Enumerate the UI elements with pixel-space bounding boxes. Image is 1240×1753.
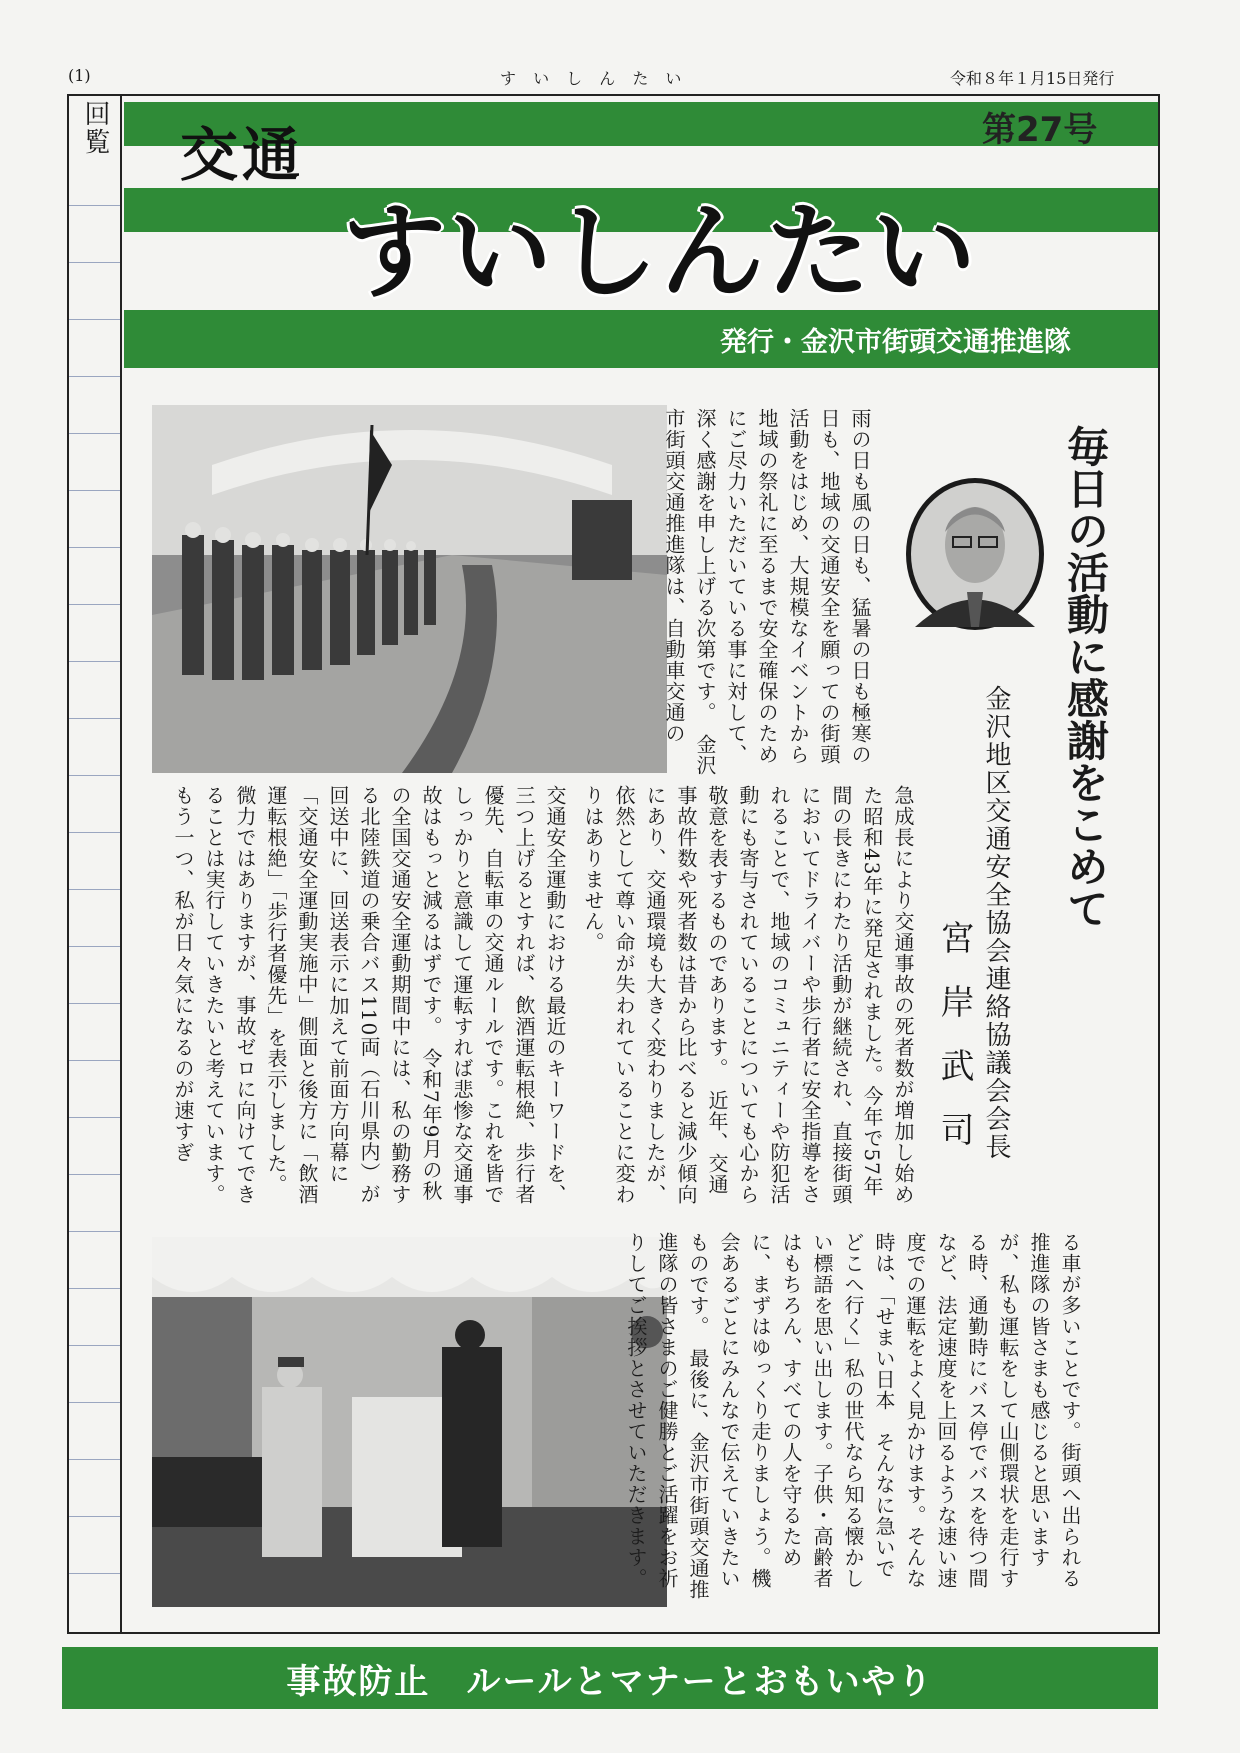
ceremony-photo xyxy=(152,405,667,773)
signature-line xyxy=(69,547,120,548)
signature-line xyxy=(69,832,120,833)
author-portrait xyxy=(905,477,1045,632)
author-title: 金沢地区交通安全協会連絡協議会会長 xyxy=(981,685,1011,1161)
signature-line xyxy=(69,1516,120,1517)
page-number: (1) xyxy=(68,66,91,85)
title-large: すいしんたい xyxy=(342,190,979,313)
circulation-label: 回覧 xyxy=(80,100,110,156)
title-small: 交通 xyxy=(180,121,305,189)
signature-line xyxy=(69,433,120,434)
signature-line xyxy=(69,1345,120,1346)
article-text-block: る車が多いことです。街頭へ出られる推進隊の皆さまも感じると思いますが、私も運転をして山側環状を走行する時、通勤時にバス停でバスを待つ間など、法定速度を上回るような速い速度での運転をよく見かけます。そんな時は、「せまい日本 そんなに急いで どこへ行く」私の世代なら知る懐かしい標語を思い出します。子供・高齢者はもちろん、すべての人を守るために、まずはゆっくり走りましょう。機会あるごとにみんなで伝えていきたいものです。 最後に、金沢市街頭交通推進隊の皆さまのご健勝とご活躍をお祈りしてご挨拶とさせていただきます。 xyxy=(624,1232,1082,1600)
signature-line xyxy=(69,1288,120,1289)
signature-line xyxy=(69,205,120,206)
award-ceremony-photo xyxy=(152,1237,667,1607)
author-portrait-image xyxy=(905,477,1045,632)
signature-line xyxy=(69,889,120,890)
article-text-block: 急成長により交通事故の死者数が増加し始めた昭和43年に発足されました。今年で57年間の長きにわたり活動が継続され、直接街頭においてドライバーや歩行者に安全指導をされることで、地域のコミュニティーや防犯活動にも寄与されていることについても心から敬意を表するものであります。 近年、交通事故件数や死者数は昔から比べると減少傾向にあり、交通環境も大きく変わりましたが、依然として尊い命が失われていることに変わりはありません。 xyxy=(581,785,915,1205)
article-text-block: 交通安全運動における最近のキーワードを、三つ上げるとすれば、飲酒運転根絶、歩行者優先、自転車の交通ルールです。これを皆でしっかりと意識して運転すれば悲惨な交通事故はもっと減るはずです。 令和7年9月の秋の全国交通安全運動期間中には、私の勤務する北陸鉄道の乗合バス110両（石川県内）が回送中に、回送表示に加えて前面方向幕に「交通安全運動実施中」側面と後方に「飲酒運転根絶」「歩行者優先」を表示しました。微力ではありますが、事故ゼロに向けてできることは実行していきたいと考えています。 もう一つ、私が日々気になるのが速すぎ xyxy=(171,785,567,1216)
footer-slogan: 事故防止 ルールとマナーとおもいやり xyxy=(286,1662,934,1702)
ceremony-photo-image xyxy=(152,405,667,773)
signature-line xyxy=(69,376,120,377)
signature-line xyxy=(69,1402,120,1403)
signature-line xyxy=(69,1117,120,1118)
publisher-line: 発行・金沢市街頭交通推進隊 xyxy=(720,327,1071,358)
signature-line xyxy=(69,490,120,491)
signature-line xyxy=(69,604,120,605)
article-text-block: 雨の日も風の日も、猛暑の日も極寒の日も、地域の交通安全を願っての街頭活動をはじめ、大規模なイベントから地域の祭礼に至るまで安全確保のためにご尽力いただいている事に対して、深く感謝を申し上げる次第です。 金沢市街頭交通推進隊は、自動車交通の xyxy=(662,408,872,776)
signature-line xyxy=(69,1573,120,1574)
award-ceremony-photo-image xyxy=(152,1237,667,1607)
article-headline: 毎日の活動に感謝をこめて xyxy=(1061,425,1110,929)
signature-line xyxy=(69,1003,120,1004)
running-title: す い し ん た い xyxy=(500,69,688,88)
signature-line xyxy=(69,1060,120,1061)
signature-line xyxy=(69,1459,120,1460)
signature-line xyxy=(69,718,120,719)
signature-line xyxy=(69,661,120,662)
circulation-column xyxy=(67,94,122,1634)
signature-line xyxy=(69,1174,120,1175)
signature-line xyxy=(69,262,120,263)
signature-line xyxy=(69,775,120,776)
issue-number: 第27号 xyxy=(982,110,1098,150)
author-name: 宮岸武司 xyxy=(934,920,974,1176)
signature-line xyxy=(69,946,120,947)
signature-line xyxy=(69,319,120,320)
signature-line xyxy=(69,1231,120,1232)
issue-date: 令和８年１月15日発行 xyxy=(950,69,1115,88)
